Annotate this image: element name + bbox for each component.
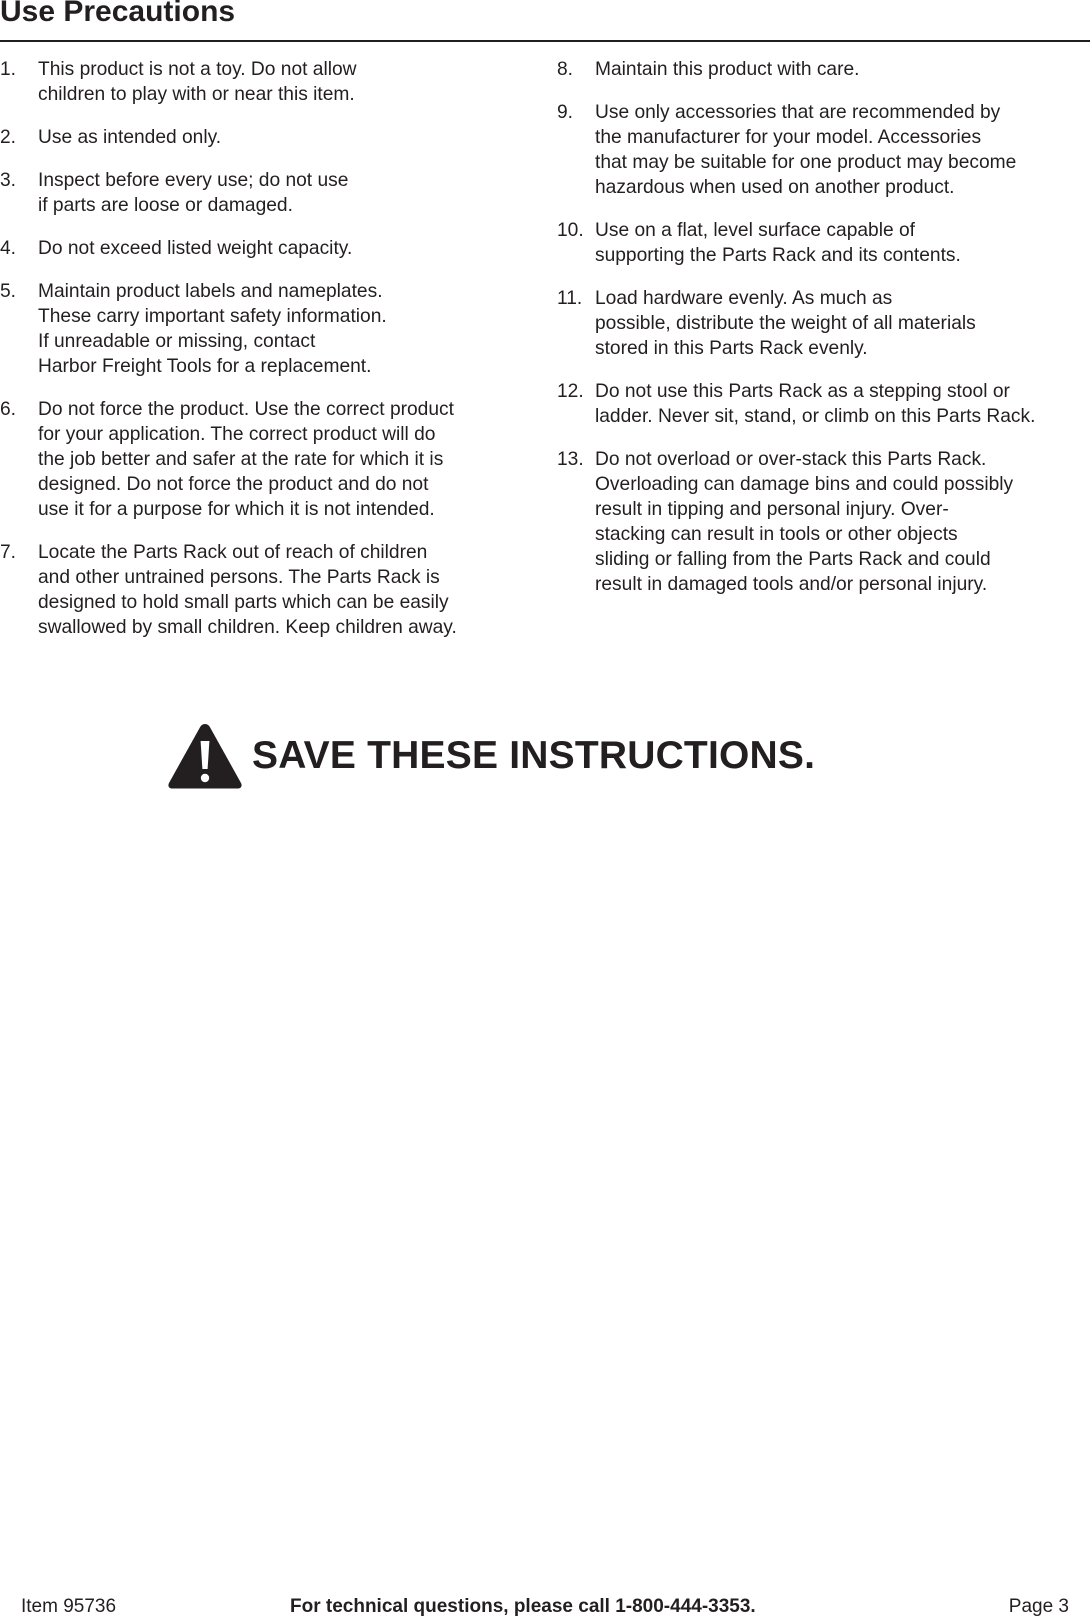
item-number: 5. xyxy=(0,281,17,302)
precaution-item xyxy=(0,397,520,522)
item-text: This product is not a toy. Do not allow children to play with or near this item. xyxy=(38,59,357,105)
item-text: Maintain this product with care. xyxy=(595,59,860,80)
item-text: Use as intended only. xyxy=(38,127,222,148)
item-text: Do not force the product. Use the correct product for your application. The correct product will do the job better and safer at the rate for which it is designed. Do not force the product and do not use it for a purpose for which it is not intended. xyxy=(38,399,454,520)
precaution-item xyxy=(557,447,1090,597)
footer-item-number: Item 95736 xyxy=(21,1596,117,1617)
item-number: 4. xyxy=(0,238,17,259)
item-text: Do not overload or over-stack this Parts Rack. Overloading can damage bins and could possibly result in tipping and personal injury. Over- stacking can result in tools or other objects sliding or falling from the Parts Rack and could result in damaged tools and/or personal injury. xyxy=(595,449,1014,595)
item-number: 1. xyxy=(0,59,17,80)
precaution-item xyxy=(557,286,1090,361)
precaution-item xyxy=(0,540,520,640)
precaution-item xyxy=(0,236,520,261)
item-number: 13. xyxy=(557,449,584,470)
item-number: 12. xyxy=(557,381,584,402)
item-number: 2. xyxy=(0,127,17,148)
item-text: Do not exceed listed weight capacity. xyxy=(38,238,353,259)
precautions-left-column xyxy=(0,57,520,658)
save-instructions-notice xyxy=(167,722,815,790)
footer-page-number: Page 3 xyxy=(1008,1596,1069,1617)
item-text: Load hardware evenly. As much as possible, distribute the weight of all materials stored in this Parts Rack evenly. xyxy=(595,288,976,359)
precaution-item xyxy=(557,379,1090,429)
precaution-item xyxy=(0,168,520,218)
precaution-item xyxy=(557,218,1090,268)
item-number: 6. xyxy=(0,399,17,420)
page-title: Use Precautions xyxy=(0,0,236,28)
title-divider xyxy=(0,40,1090,42)
item-number: 3. xyxy=(0,170,17,191)
item-number: 7. xyxy=(0,542,17,563)
precaution-item xyxy=(0,57,520,107)
item-number: 11. xyxy=(557,288,583,309)
item-number: 9. xyxy=(557,102,574,123)
item-number: 10. xyxy=(557,220,584,241)
precaution-item xyxy=(0,279,520,379)
item-text: Inspect before every use; do not use if parts are loose or damaged. xyxy=(38,170,349,216)
item-text: Maintain product labels and nameplates. These carry important safety information. If unreadable or missing, contact Harbor Freight Tools for a replacement. xyxy=(38,281,387,377)
precaution-item xyxy=(557,57,1090,82)
item-text: Use on a flat, level surface capable of supporting the Parts Rack and its contents. xyxy=(595,220,961,266)
page-footer xyxy=(0,1595,1090,1619)
item-text: Do not use this Parts Rack as a stepping stool or ladder. Never sit, stand, or climb on this Parts Rack. xyxy=(595,381,1036,427)
item-number: 8. xyxy=(557,59,574,80)
precautions-right-column xyxy=(557,57,1090,615)
warning-triangle-icon xyxy=(167,722,243,790)
item-text: Locate the Parts Rack out of reach of children and other untrained persons. The Parts Rack is designed to hold small parts which can be easily swallowed by small children. Keep children away. xyxy=(38,542,457,638)
footer-tech-questions: For technical questions, please call 1-800-444-3353. xyxy=(290,1596,756,1617)
precaution-item xyxy=(0,125,520,150)
save-instructions-text: SAVE THESE INSTRUCTIONS. xyxy=(252,734,816,777)
precaution-item xyxy=(557,100,1090,200)
item-text: Use only accessories that are recommended by the manufacturer for your model. Accessories that may be suitable for one product may become hazardous when used on another product. xyxy=(595,102,1017,198)
